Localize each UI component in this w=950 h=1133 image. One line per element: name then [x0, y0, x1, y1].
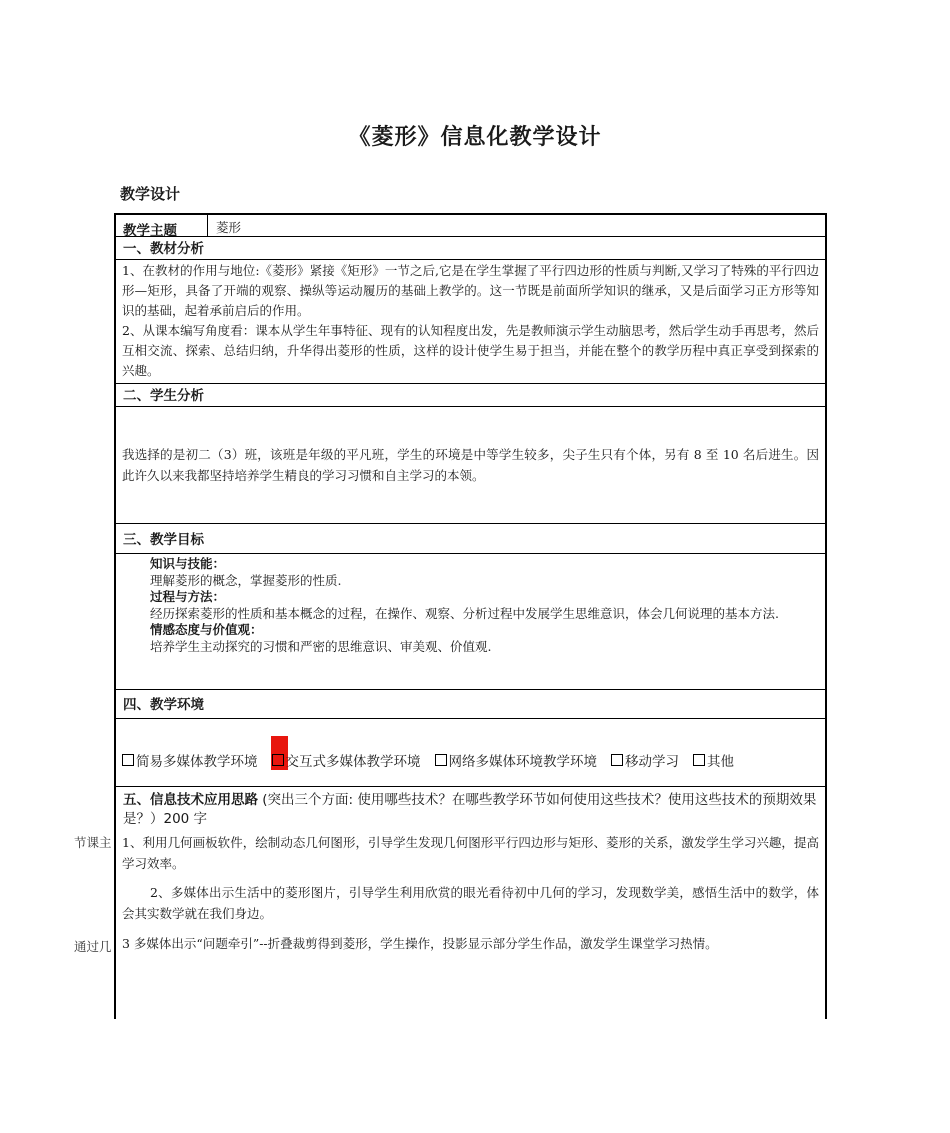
- it-application-row: [116, 787, 825, 1019]
- teaching-design-table: [114, 213, 827, 1019]
- students-header: 二、学生分析: [123, 388, 204, 404]
- checkbox-network-multimedia[interactable]: [435, 754, 447, 766]
- checkbox-simple-multimedia[interactable]: [122, 754, 134, 766]
- theme-value: 菱形: [216, 220, 242, 235]
- objectives-header: 三、教学目标: [123, 532, 204, 548]
- objective-text-process: 经历探索菱形的性质和基本概念的过程，在操作、观察、分析过程中发展学生思维意识，体会几何说理的基本方法.: [150, 606, 779, 621]
- objective-heading-process: 过程与方法：: [150, 589, 226, 604]
- textbook-header: 一、教材分析: [123, 241, 204, 257]
- it-item-1: 1、利用几何画板软件，绘制动态几何图形，引导学生发现几何图形平行四边形与矩形、菱形的关系，激发学生学习兴趣，提高学习效率。: [122, 835, 819, 871]
- section-label: 教学设计: [120, 185, 181, 203]
- environment-header: 四、教学环境: [123, 697, 204, 713]
- theme-row: [116, 215, 825, 237]
- students-content-row: [116, 407, 825, 524]
- checkbox-mobile-learning[interactable]: [611, 754, 623, 766]
- theme-label: 教学主题: [116, 215, 208, 237]
- objective-text-knowledge: 理解菱形的概念，掌握菱形的性质.: [150, 573, 342, 588]
- checkbox-interactive-multimedia[interactable]: [272, 754, 284, 766]
- env-option-mobile[interactable]: [611, 750, 679, 770]
- textbook-para-2: 2、从课本编写角度看：课本从学生年事特征、现有的认知程度出发，先是教师演示学生动脑思考，然后学生动手再思考，然后互相交流、探索、总结归纳，升华得出菱形的性质，这样的设计使学生易于担当，并能在整个的教学历程中真正享受到探索的兴趣。: [122, 323, 819, 378]
- margin-note-2: 通过几: [74, 939, 112, 954]
- margin-note-1: 节课主: [74, 835, 112, 850]
- env-option-label: 简易多媒体教学环境: [136, 754, 258, 770]
- it-header-bold: 五、信息技术应用思路: [123, 792, 258, 808]
- checkbox-other[interactable]: [693, 754, 705, 766]
- textbook-header-row: [116, 237, 825, 260]
- env-option-other[interactable]: [693, 750, 734, 770]
- env-option-label: 交互式多媒体教学环境: [285, 754, 421, 770]
- env-option-label: 其他: [707, 754, 734, 770]
- env-option-interactive[interactable]: [272, 750, 421, 770]
- objective-heading-emotion: 情感态度与价值观：: [150, 622, 263, 637]
- textbook-para-1: 1、在教材的作用与地位:《菱形》紧接《矩形》一节之后,它是在学生掌握了平行四边形的性质与判断,又学习了特殊的平行四边形—矩形，具备了开端的观察、操纵等运动履历的基础上教学的。这一节既是前面所学知识的继承，又是后面学习正方形等知识的基础，起着承前启后的作用。: [122, 263, 819, 318]
- it-application-header: [116, 787, 825, 829]
- env-option-network[interactable]: [435, 750, 598, 770]
- environment-options: [122, 750, 748, 770]
- textbook-content-row: [116, 260, 825, 384]
- objectives-header-row: [116, 524, 825, 554]
- objective-text-emotion: 培养学生主动探究的习惯和严密的思维意识、审美观、价值观.: [150, 639, 492, 654]
- document-title: 《菱形》信息化教学设计: [348, 125, 602, 150]
- env-option-simple[interactable]: [122, 750, 258, 770]
- environment-content-row: [116, 719, 825, 787]
- students-text: 我选择的是初二（3）班，该班是年级的平凡班，学生的环境是中等学生较多，尖子生只有个体，另有 8 至 10 名后进生。因此许久以来我都坚持培养学生精良的学习习惯和自主学习的本领。: [122, 447, 819, 483]
- env-option-label: 网络多媒体环境教学环境: [448, 754, 597, 770]
- it-item-2: 2、多媒体出示生活中的菱形图片，引导学生利用欣赏的眼光看待初中几何的学习，发现数学美，感悟生活中的数学，体会其实数学就在我们身边。: [122, 885, 819, 921]
- objective-heading-knowledge: 知识与技能：: [150, 556, 226, 571]
- objectives-content-row: [116, 554, 825, 690]
- it-header-normal: (突出三个方面: 使用哪些技术？在哪些教学环节如何使用这些技术？使用这些技术的预期效果是？）200 字: [123, 792, 817, 827]
- env-option-label: 移动学习: [625, 754, 679, 770]
- students-header-row: [116, 384, 825, 407]
- it-item-3: 3 多媒体出示“问题牵引”--折叠裁剪得到菱形，学生操作，投影显示部分学生作品，激发学生课堂学习热情。: [122, 936, 718, 951]
- environment-header-row: [116, 690, 825, 719]
